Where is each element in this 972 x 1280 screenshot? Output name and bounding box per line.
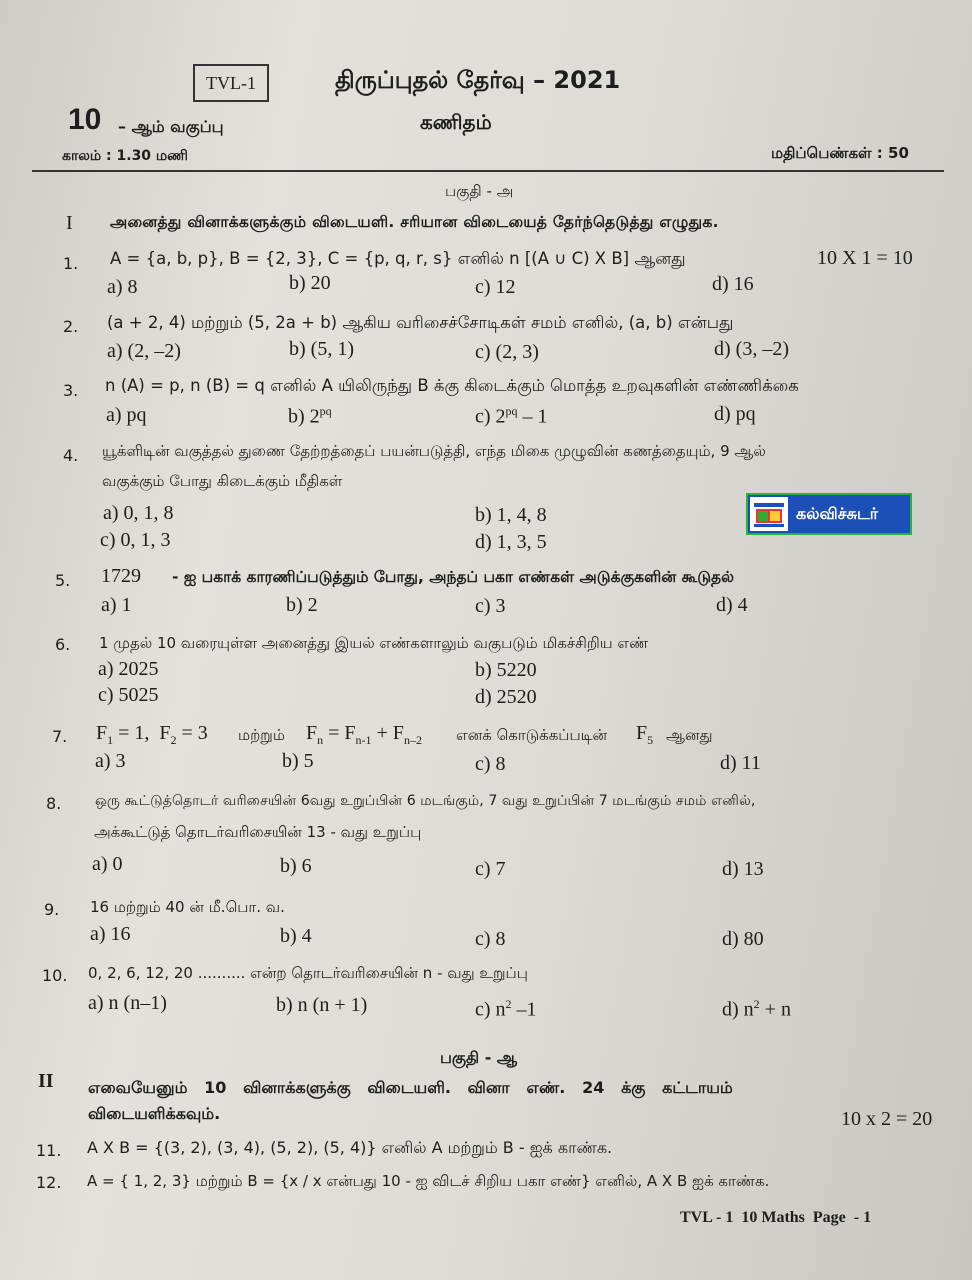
q5-option-b: b) 2 <box>286 594 318 616</box>
q10-option-d-base: d) n <box>722 998 754 1021</box>
q3-option-c <box>475 404 548 429</box>
q10-option-a: a) n (n–1) <box>88 992 167 1014</box>
q11-text: A X B = {(3, 2), (3, 4), (5, 2), (5, 4)} எனில் A மற்றும் B - ஐக் காண்க. <box>87 1138 613 1157</box>
q2-text: (a + 2, 4) மற்றும் (5, 2a + b) ஆகிய வரிசைச்சோடிகள் சமம் எனில், (a, b) என்பது <box>107 313 734 332</box>
paper-code-box: TVL-1 <box>193 64 269 102</box>
q2-option-d: d) (3, –2) <box>714 338 789 360</box>
q5-number-value: 1729 <box>101 565 141 587</box>
q10-option-c-exp: 2 <box>505 997 512 1011</box>
q11-number: 11. <box>36 1141 62 1160</box>
q7-formula-f1: $F_1 = 1$, $F_2 = 3$ <box>96 722 208 747</box>
q3-number: 3. <box>63 381 79 400</box>
section-b-instruction-line2: விடையளிக்கவும். <box>88 1104 221 1123</box>
q3-text: n (A) = p, n (B) = q எனில் A யிலிருந்து B க்கு கிடைக்கும் மொத்த உறவுகளின் எண்ணிக்கை <box>105 376 799 395</box>
q10-number: 10. <box>42 966 68 985</box>
q8-text-line2: அக்கூட்டுத் தொடர்வரிசையின் 13 - வது உறுப்பு <box>94 823 422 841</box>
q4-option-c: c) 0, 1, 3 <box>100 529 171 551</box>
q10-option-d <box>722 997 791 1022</box>
exam-title: திருப்புதல் தேர்வு – 2021 <box>335 66 621 94</box>
q7-text-and: மற்றும் <box>238 726 285 744</box>
q9-option-d: d) 80 <box>722 928 764 950</box>
section-b-marks: 10 x 2 = 20 <box>841 1108 933 1130</box>
q8-option-b: b) 6 <box>280 855 312 877</box>
section-b-instruction-line1: எவையேனும் 10 வினாக்களுக்கு விடையளி. வினா எண். 24 க்கு கட்டாயம் <box>88 1078 733 1097</box>
q10-option-d-tail: + n <box>759 998 791 1021</box>
q4-number: 4. <box>63 446 79 465</box>
book-icon <box>750 497 788 531</box>
q10-option-c <box>475 997 537 1022</box>
q9-number: 9. <box>44 900 60 919</box>
q8-text-line1: ஒரு கூட்டுத்தொடர் வரிசையின் 6வது உறுப்பின் 6 மடங்கும், 7 வது உறுப்பின் 7 மடங்கும் சமம் எனில், <box>95 793 756 809</box>
q3-option-c-exp: pq <box>505 404 518 418</box>
q7-option-a: a) 3 <box>95 750 126 772</box>
q9-option-b: b) 4 <box>280 925 312 947</box>
q8-number: 8. <box>46 794 62 813</box>
q6-option-c: c) 5025 <box>98 684 159 706</box>
marks-label: மதிப்பெண்கள் : 50 <box>771 144 909 162</box>
q7-formula-fn: $F_n = F_{n-1} + F_{n-2}$ <box>306 722 422 747</box>
q7-number: 7. <box>52 727 68 746</box>
page-footer: TVL - 1 10 Maths Page - 1 <box>680 1209 872 1226</box>
q6-option-b: b) 5220 <box>475 659 537 681</box>
q4-option-d: d) 1, 3, 5 <box>475 531 547 553</box>
logo-text: கல்விச்சுடர் <box>796 503 879 523</box>
q6-option-a: a) 2025 <box>98 658 159 680</box>
q10-option-b: b) n (n + 1) <box>276 994 368 1016</box>
q5-option-a: a) 1 <box>101 594 132 616</box>
section-a-roman: I <box>66 212 73 234</box>
q3-option-c-base: c) 2 <box>475 405 506 428</box>
q7-formula-f5: $F_5$ <box>636 722 654 747</box>
q1-option-b: b) 20 <box>289 272 331 294</box>
q6-option-d: d) 2520 <box>475 686 537 708</box>
q1-text: A = {a, b, p}, B = {2, 3}, C = {p, q, r, s} எனில் n [(A ∪ C) X B] ஆனது <box>110 249 686 268</box>
q7-text-given: எனக் கொடுக்கப்படின் <box>456 726 608 744</box>
q3-option-b <box>288 404 332 429</box>
q8-option-a: a) 0 <box>92 853 123 875</box>
section-a-marks: 10 X 1 = 10 <box>817 247 913 269</box>
q7-option-b: b) 5 <box>282 750 314 772</box>
q9-text: 16 மற்றும் 40 ன் மீ.பொ. வ. <box>90 898 285 916</box>
q1-option-a: a) 8 <box>107 276 138 298</box>
q8-option-c: c) 7 <box>475 858 506 880</box>
q3-option-a: a) pq <box>106 404 147 426</box>
q6-text: 1 முதல் 10 வரையுள்ள அனைத்து இயல் எண்களாலும் வகுபடும் மிகச்சிறிய எண் <box>99 634 649 652</box>
header-divider <box>32 170 944 172</box>
q9-option-a: a) 16 <box>90 923 131 945</box>
grade-number: 10 <box>68 103 102 136</box>
kalvisudar-logo <box>746 493 912 535</box>
q2-option-a: a) (2, –2) <box>107 340 181 362</box>
q8-option-d: d) 13 <box>722 858 764 880</box>
q2-option-c: c) (2, 3) <box>475 341 539 363</box>
q7-option-c: c) 8 <box>475 753 506 775</box>
q9-option-c: c) 8 <box>475 928 506 950</box>
q4-text-line2: வகுக்கும் போது கிடைக்கும் மீதிகள் <box>102 472 343 490</box>
q1-option-c: c) 12 <box>475 276 516 298</box>
q4-text-line1: யூக்ளிடின் வகுத்தல் துணை தேற்றத்தைப் பயன்படுத்தி, எந்த மிகை முழுவின் கணத்தையும், 9 ஆல் <box>102 442 766 460</box>
q5-option-d: d) 4 <box>716 594 748 616</box>
q4-option-a: a) 0, 1, 8 <box>103 502 174 524</box>
q1-number: 1. <box>63 254 79 273</box>
q10-option-c-base: c) n <box>475 998 506 1021</box>
section-b-title: பகுதி - ஆ <box>440 1048 518 1067</box>
q7-option-d: d) 11 <box>720 752 761 774</box>
q5-option-c: c) 3 <box>475 595 506 617</box>
q3-option-b-base: b) 2 <box>288 405 320 428</box>
q12-text: A = { 1, 2, 3} மற்றும் B = {x / x என்பது 10 - ஐ விடச் சிறிய பகா எண்} எனில், A X B ஐக் காண்க. <box>87 1172 770 1190</box>
q3-option-d: d) pq <box>714 403 756 425</box>
q1-option-d: d) 16 <box>712 273 754 295</box>
q3-option-c-tail: – 1 <box>517 405 548 428</box>
q2-number: 2. <box>63 317 79 336</box>
q4-option-b: b) 1, 4, 8 <box>475 504 547 526</box>
q12-number: 12. <box>36 1173 62 1192</box>
grade-label: – ஆம் வகுப்பு <box>118 117 224 136</box>
q3-option-b-exp: pq <box>319 404 332 418</box>
section-a-instruction: அனைத்து வினாக்களுக்கும் விடையளி. சரியான விடையைத் தேர்ந்தெடுத்து எழுதுக. <box>110 213 719 231</box>
q5-number: 5. <box>55 571 71 590</box>
time-label: காலம் : 1.30 மணி <box>62 148 189 164</box>
q10-option-c-tail: –1 <box>511 998 537 1021</box>
section-b-roman: II <box>38 1070 54 1092</box>
q2-option-b: b) (5, 1) <box>289 338 354 360</box>
q10-text: 0, 2, 6, 12, 20 .......... என்ற தொடர்வரிசையின் n - வது உறுப்பு <box>88 964 528 982</box>
q6-number: 6. <box>55 635 71 654</box>
q7-text-is: ஆனது <box>666 726 713 744</box>
subject-title: கணிதம் <box>420 110 492 134</box>
q5-text: - ஐ பகாக் காரணிப்படுத்தும் போது, அந்தப் பகா எண்கள் அடுக்குகளின் கூடுதல் <box>172 568 735 586</box>
section-a-title: பகுதி - அ <box>445 182 514 200</box>
q10-option-d-exp: 2 <box>753 997 760 1011</box>
